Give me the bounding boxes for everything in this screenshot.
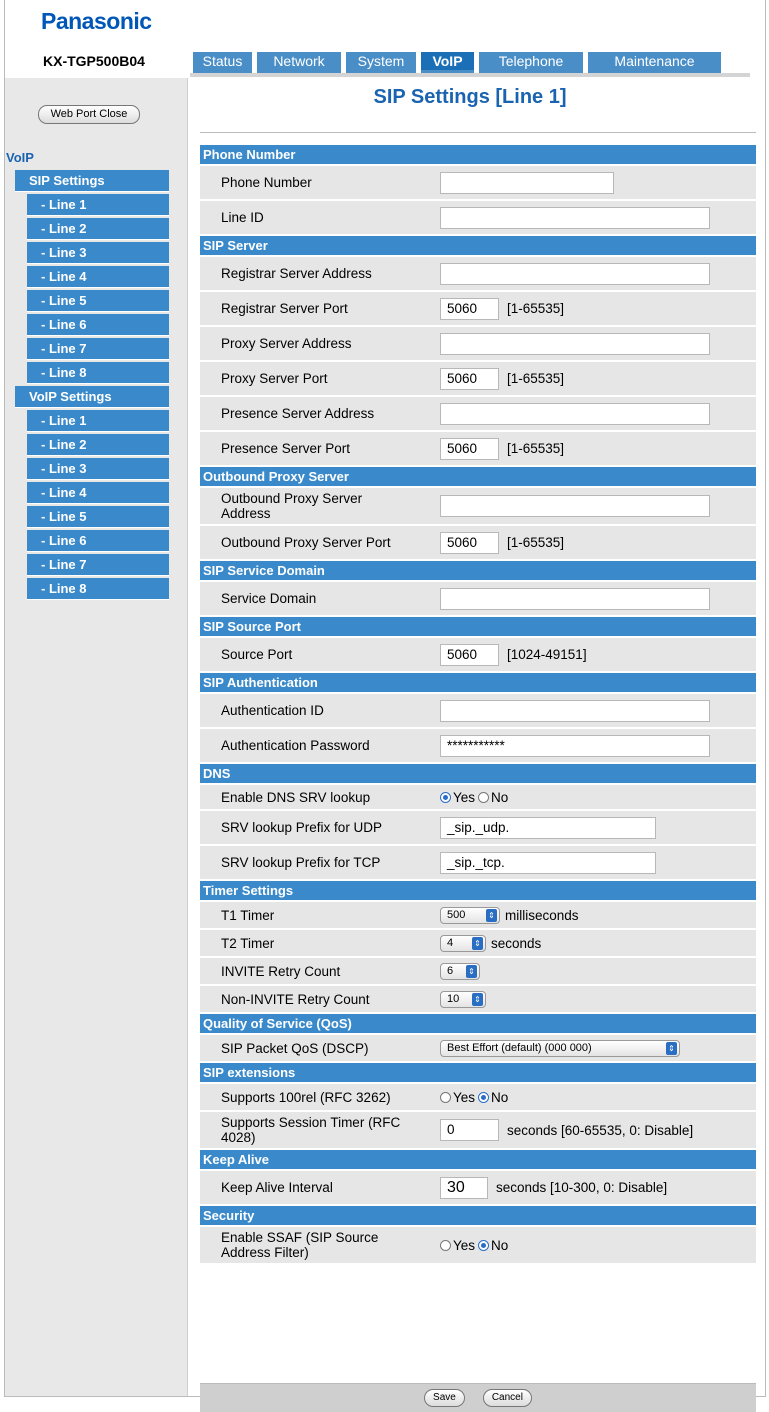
sidebar-section-voip[interactable]: VoIP — [6, 150, 34, 165]
srv-tcp-input[interactable]: _sip._tcp. — [440, 852, 656, 874]
section-keep-alive: Keep Alive — [200, 1150, 756, 1169]
field-label: Registrar Server Address — [221, 266, 372, 281]
tab-voip[interactable]: VoIP — [421, 52, 474, 73]
field-label: Outbound Proxy Server Port — [221, 535, 391, 550]
field-label: SRV lookup Prefix for TCP — [221, 855, 381, 870]
sidebar-item-voip-line-5[interactable]: - Line 5 — [27, 506, 169, 528]
sidebar-item-sip-settings[interactable]: SIP Settings — [15, 170, 169, 192]
field-label: T2 Timer — [221, 935, 275, 951]
sidebar-item-voip-line-4[interactable]: - Line 4 — [27, 482, 169, 504]
sidebar-item-sip-line-6[interactable]: - Line 6 — [27, 314, 169, 336]
field-label: Supports Session Timer (RFC 4028) — [221, 1115, 401, 1145]
row-auth-password — [200, 729, 756, 762]
row-phone-number — [200, 166, 756, 199]
sip-qos-select[interactable] — [440, 1040, 680, 1057]
range-hint: [1-65535] — [507, 535, 565, 550]
range-hint: [1024-49151] — [507, 647, 587, 662]
row-presence-port — [200, 432, 756, 465]
sidebar-item-voip-line-7[interactable]: - Line 7 — [27, 554, 169, 576]
row-100rel — [200, 1084, 756, 1110]
settings-form — [200, 145, 756, 1265]
chevron-updown-icon: ⇕ — [472, 993, 483, 1006]
session-timer-input[interactable]: 0 — [440, 1119, 499, 1141]
outbound-address-input[interactable] — [440, 495, 710, 517]
presence-port-input[interactable]: 5060 — [440, 438, 499, 460]
sidebar-item-voip-line-1[interactable]: - Line 1 — [27, 410, 169, 432]
field-label: Source Port — [221, 647, 293, 662]
keep-alive-input[interactable]: 30 — [440, 1177, 488, 1199]
row-session-timer — [200, 1112, 756, 1148]
sidebar-item-voip-settings[interactable]: VoIP Settings — [15, 386, 169, 408]
srv-udp-input[interactable]: _sip._udp. — [440, 817, 656, 839]
radio-label: Yes — [453, 1237, 476, 1253]
section-authentication: SIP Authentication — [200, 673, 756, 692]
phone-number-input[interactable] — [440, 172, 614, 194]
main-tabs — [193, 52, 726, 73]
radio-label: Yes — [453, 1089, 476, 1105]
field-label: Service Domain — [221, 591, 317, 606]
field-label: Presence Server Port — [221, 441, 351, 456]
row-service-domain — [200, 582, 756, 615]
auth-password-input[interactable]: *********** — [440, 735, 710, 757]
row-t1 — [200, 902, 756, 928]
header-divider — [190, 73, 750, 77]
field-label: Proxy Server Address — [221, 336, 352, 351]
row-line-id — [200, 201, 756, 234]
field-label: Supports 100rel (RFC 3262) — [221, 1089, 391, 1105]
row-srv-tcp — [200, 846, 756, 879]
row-presence-address — [200, 397, 756, 430]
100rel-no-radio[interactable] — [478, 1092, 489, 1103]
radio-label: No — [491, 1237, 509, 1253]
row-invite-retry — [200, 958, 756, 984]
ssaf-yes-radio[interactable] — [440, 1240, 451, 1251]
row-auth-id — [200, 694, 756, 727]
field-label: T1 Timer — [221, 907, 275, 923]
proxy-address-input[interactable] — [440, 333, 710, 355]
row-t2 — [200, 930, 756, 956]
select-value: 4 — [447, 937, 454, 949]
title-divider — [200, 132, 756, 133]
field-label: Authentication Password — [221, 738, 370, 753]
field-label: Outbound Proxy Server Address — [221, 491, 363, 521]
sidebar-item-sip-line-5[interactable]: - Line 5 — [27, 290, 169, 312]
cancel-button[interactable]: Cancel — [483, 1389, 532, 1407]
sidebar-item-sip-line-3[interactable]: - Line 3 — [27, 242, 169, 264]
page-title: SIP Settings [Line 1] — [373, 86, 567, 108]
tab-telephone[interactable]: Telephone — [479, 52, 583, 73]
range-hint: [1-65535] — [507, 371, 565, 386]
registrar-port-input[interactable]: 5060 — [440, 298, 499, 320]
field-label: Enable DNS SRV lookup — [221, 789, 371, 805]
ssaf-no-radio[interactable] — [478, 1240, 489, 1251]
sidebar-item-voip-line-6[interactable]: - Line 6 — [27, 530, 169, 552]
radio-label: Yes — [453, 789, 476, 805]
proxy-port-input[interactable]: 5060 — [440, 368, 499, 390]
brand-logo: Panasonic — [41, 8, 152, 34]
section-service-domain: SIP Service Domain — [200, 561, 756, 580]
row-dns-srv — [200, 785, 756, 809]
tab-maintenance[interactable]: Maintenance — [588, 52, 721, 73]
section-extensions: SIP extensions — [200, 1063, 756, 1082]
service-domain-input[interactable] — [440, 588, 710, 610]
sidebar-item-voip-line-2[interactable]: - Line 2 — [27, 434, 169, 456]
invite-retry-select[interactable] — [440, 963, 480, 980]
row-keep-alive — [200, 1171, 756, 1204]
row-registrar-port — [200, 292, 756, 325]
field-label: Enable SSAF (SIP Source Address Filter) — [221, 1230, 379, 1260]
chevron-updown-icon: ⇕ — [486, 909, 497, 922]
outbound-port-input[interactable]: 5060 — [440, 532, 499, 554]
field-label: INVITE Retry Count — [221, 963, 341, 979]
non-invite-retry-select[interactable] — [440, 991, 486, 1008]
section-qos: Quality of Service (QoS) — [200, 1014, 756, 1033]
t2-select[interactable] — [440, 935, 486, 952]
section-sip-server: SIP Server — [200, 236, 756, 255]
field-label: Proxy Server Port — [221, 371, 328, 386]
sidebar-item-voip-line-8[interactable]: - Line 8 — [27, 578, 169, 600]
t1-select[interactable] — [440, 907, 500, 924]
row-srv-udp — [200, 811, 756, 844]
range-hint: seconds [60-65535, 0: Disable] — [507, 1122, 694, 1138]
section-phone-number: Phone Number — [200, 145, 756, 164]
radio-label: No — [491, 1089, 509, 1105]
field-label: Non-INVITE Retry Count — [221, 991, 370, 1007]
row-proxy-address — [200, 327, 756, 360]
field-label: SIP Packet QoS (DSCP) — [221, 1040, 369, 1056]
field-label: SRV lookup Prefix for UDP — [221, 820, 383, 835]
select-value: 10 — [447, 993, 460, 1005]
tab-system[interactable]: System — [346, 52, 416, 73]
radio-label: No — [491, 789, 509, 805]
range-hint: [1-65535] — [507, 301, 565, 316]
sidebar-item-sip-line-4[interactable]: - Line 4 — [27, 266, 169, 288]
dns-srv-no-radio[interactable] — [478, 792, 489, 803]
field-label: Line ID — [221, 210, 264, 225]
tab-network[interactable]: Network — [257, 52, 341, 73]
chevron-updown-icon: ⇕ — [472, 937, 483, 950]
source-port-input[interactable]: 5060 — [440, 644, 499, 666]
sidebar-item-sip-line-7[interactable]: - Line 7 — [27, 338, 169, 360]
dns-srv-yes-radio[interactable] — [440, 792, 451, 803]
row-non-invite-retry — [200, 986, 756, 1012]
section-security: Security — [200, 1206, 756, 1225]
section-timer: Timer Settings — [200, 881, 756, 900]
select-value: Best Effort (default) (000 000) — [447, 1042, 592, 1054]
sidebar — [5, 78, 188, 1396]
field-label: Registrar Server Port — [221, 301, 348, 316]
row-ssaf — [200, 1227, 756, 1263]
presence-address-input[interactable] — [440, 403, 710, 425]
unit-label: seconds — [491, 935, 542, 951]
web-port-close-button[interactable]: Web Port Close — [38, 105, 140, 124]
select-value: 6 — [447, 965, 454, 977]
chevron-updown-icon: ⇕ — [666, 1042, 677, 1055]
line-id-input[interactable] — [440, 207, 710, 229]
select-value: 500 — [447, 909, 466, 921]
row-outbound-address — [200, 488, 756, 524]
row-outbound-port — [200, 526, 756, 559]
model-name: KX-TGP500B04 — [43, 53, 145, 69]
unit-label: milliseconds — [505, 907, 579, 923]
sidebar-item-sip-line-1[interactable]: - Line 1 — [27, 194, 169, 216]
sidebar-item-sip-line-8[interactable]: - Line 8 — [27, 362, 169, 384]
tab-status[interactable]: Status — [193, 52, 252, 73]
registrar-address-input[interactable] — [440, 263, 710, 285]
row-source-port — [200, 638, 756, 671]
auth-id-input[interactable] — [440, 700, 710, 722]
row-sip-qos — [200, 1035, 756, 1061]
range-hint: [1-65535] — [507, 441, 565, 456]
section-source-port: SIP Source Port — [200, 617, 756, 636]
range-hint: seconds [10-300, 0: Disable] — [496, 1180, 668, 1195]
row-registrar-address — [200, 257, 756, 290]
chevron-updown-icon: ⇕ — [466, 965, 477, 978]
row-proxy-port — [200, 362, 756, 395]
100rel-yes-radio[interactable] — [440, 1092, 451, 1103]
sidebar-item-sip-line-2[interactable]: - Line 2 — [27, 218, 169, 240]
field-label: Authentication ID — [221, 703, 324, 718]
field-label: Phone Number — [221, 175, 312, 190]
field-label: Keep Alive Interval — [221, 1180, 333, 1195]
field-label: Presence Server Address — [221, 406, 375, 421]
section-outbound-proxy: Outbound Proxy Server — [200, 467, 756, 486]
save-button[interactable]: Save — [424, 1389, 465, 1407]
sidebar-item-voip-line-3[interactable]: - Line 3 — [27, 458, 169, 480]
section-dns: DNS — [200, 764, 756, 783]
